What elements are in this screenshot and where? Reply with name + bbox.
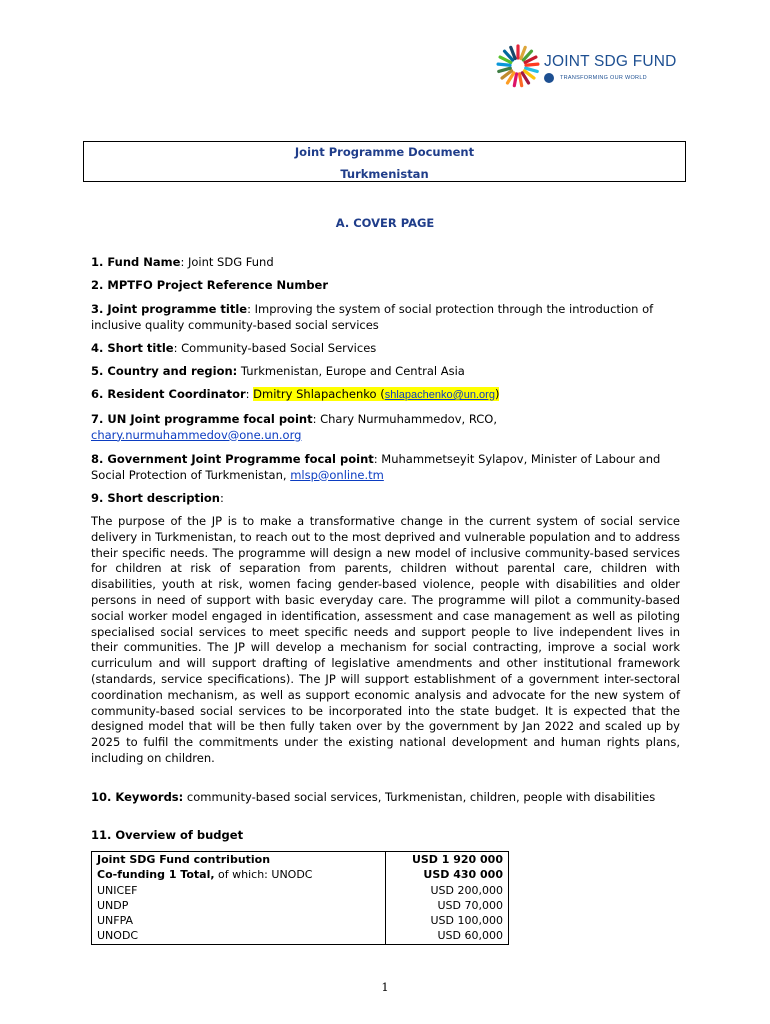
- budget-row2-label: Co-funding 1 Total,: [97, 868, 215, 882]
- budget-row2-value: USD 430 000: [423, 868, 503, 882]
- budget-item-value: USD 60,000: [437, 929, 503, 943]
- sdg-wheel-segment: [526, 64, 538, 65]
- field-country-region: [91, 364, 681, 380]
- logo-title: JOINT SDG FUND: [544, 53, 677, 70]
- field-separator: :: [245, 387, 254, 401]
- budget-label-cell: [92, 852, 386, 945]
- budget-item-label: UNDP: [97, 898, 129, 912]
- page-number: 1: [381, 980, 389, 994]
- field-colon: :: [219, 491, 224, 505]
- field-value: : Improving the system of social protection through the introduction of inclusive quality community-based social services: [91, 302, 654, 332]
- un-focal-email-link[interactable]: chary.nurmuhammedov@one.un.org: [91, 427, 302, 442]
- field-label: 7. UN Joint programme focal point: [91, 412, 313, 426]
- budget-table: [91, 851, 509, 945]
- un-emblem-icon: [544, 73, 554, 83]
- budget-item-label: UNFPA: [97, 914, 134, 928]
- budget-row2-suffix: of which: UNODC: [214, 868, 313, 882]
- logo-subtitle: TRANSFORMING OUR WORLD: [560, 75, 647, 81]
- field-label: 5. Country and region:: [91, 364, 238, 378]
- field-value: community-based social services, Turkmenistan, children, people with disabilities: [183, 790, 656, 804]
- budget-item-value: USD 70,000: [437, 898, 503, 912]
- field-value: : Community-based Social Services: [173, 341, 377, 355]
- sdg-wheel-segment: [526, 68, 538, 71]
- budget-item-label: UNICEF: [97, 883, 138, 897]
- sdg-wheel-icon: [496, 44, 540, 88]
- budget-row1-label: Joint SDG Fund contribution: [97, 853, 271, 866]
- field-label: 2. MPTFO Project Reference Number: [91, 278, 329, 292]
- sdg-wheel-segment: [499, 68, 511, 71]
- budget-item-value: USD 200,000: [430, 883, 503, 897]
- table-row: [92, 852, 509, 945]
- field-label: 8. Government Joint Programme focal point: [91, 452, 374, 466]
- government-email-link[interactable]: mlsp@online.tm: [290, 467, 384, 482]
- field-label: 10. Keywords:: [91, 790, 184, 804]
- field-short-description: [91, 491, 681, 507]
- field-budget-overview: [91, 828, 681, 844]
- field-label: 3. Joint programme title: [91, 302, 248, 316]
- budget-item-value: USD 100,000: [430, 914, 503, 928]
- field-value: : Muhammetseyit Sylapov, Minister of Labour and Social Protection of Turkmenistan,: [91, 452, 661, 482]
- field-un-focal-point: [91, 412, 681, 443]
- coordinator-highlight: [253, 387, 499, 401]
- field-government-focal-point: [91, 452, 681, 483]
- field-label: 11. Overview of budget: [91, 828, 244, 842]
- sdg-wheel-segment: [498, 64, 510, 65]
- field-value: : Chary Nurmuhammedov, RCO,: [312, 412, 497, 426]
- field-label: 4. Short title: [91, 341, 174, 355]
- field-mptfo-reference: [91, 278, 681, 294]
- field-resident-coordinator: [91, 387, 681, 404]
- document-country: Turkmenistan: [340, 167, 429, 181]
- joint-sdg-fund-logo: [496, 44, 696, 88]
- sdg-wheel-segment: [519, 74, 521, 86]
- coordinator-close-paren: ): [494, 387, 500, 401]
- field-programme-title: [91, 302, 681, 333]
- field-label: 9. Short description: [91, 491, 220, 505]
- budget-value-cell: [386, 852, 509, 945]
- document-title: Joint Programme Document: [294, 145, 475, 159]
- field-fund-name: [91, 255, 681, 271]
- coordinator-name: Dmitry Shlapachenko (: [253, 387, 385, 401]
- field-short-title: [91, 341, 681, 357]
- coordinator-email-link[interactable]: shlapachenko@un.org: [384, 389, 495, 401]
- budget-row1-value: USD 1 920 000: [411, 853, 503, 866]
- field-keywords: [91, 790, 681, 806]
- cover-page-heading: A. COVER PAGE: [335, 216, 435, 230]
- field-label: 6. Resident Coordinator: [91, 387, 246, 401]
- short-description-text: The purpose of the JP is to make a transformative change in the current system of social service delivery in Turkmenistan, to reach out to the most deprived and vulnerable population and to address their specific needs. The programme will design a new model of inclusive community-based services for children at risk of separation from parents, children without parental care, children with disabilities, youth at risk, women facing gender-based violence, people with disabilities and older persons in need of support with basic everyday care. The programme will pilot a community-based social worker model engaged in identification, assessment and case management as well as piloting specialised social services to meet specific needs and support people to live independent lives in their communities. The JP will develop a mechanism for social contracting, improve a social work curriculum and will support drafting of legislative amendments and other institutional framework (standards, service specifications). The JP will support establishment of a government inter-sectoral coordination mechanism, as well as support economic analysis and advocate for the new system of community-based social services to be incorporated into the state budget. It is expected that the designed model that will be then fully taken over by the government by Jan 2022 and scaled up by 2025 to fulfil the commitments under the existing national development and human rights plans, including on children.: [91, 514, 680, 765]
- sdg-wheel-segment: [514, 74, 516, 86]
- document-title-box: [83, 141, 686, 182]
- field-value: : Joint SDG Fund: [180, 255, 274, 269]
- field-value: Turkmenistan, Europe and Central Asia: [237, 364, 465, 378]
- field-label: 1. Fund Name: [91, 255, 181, 269]
- budget-item-label: UNODC: [97, 929, 139, 943]
